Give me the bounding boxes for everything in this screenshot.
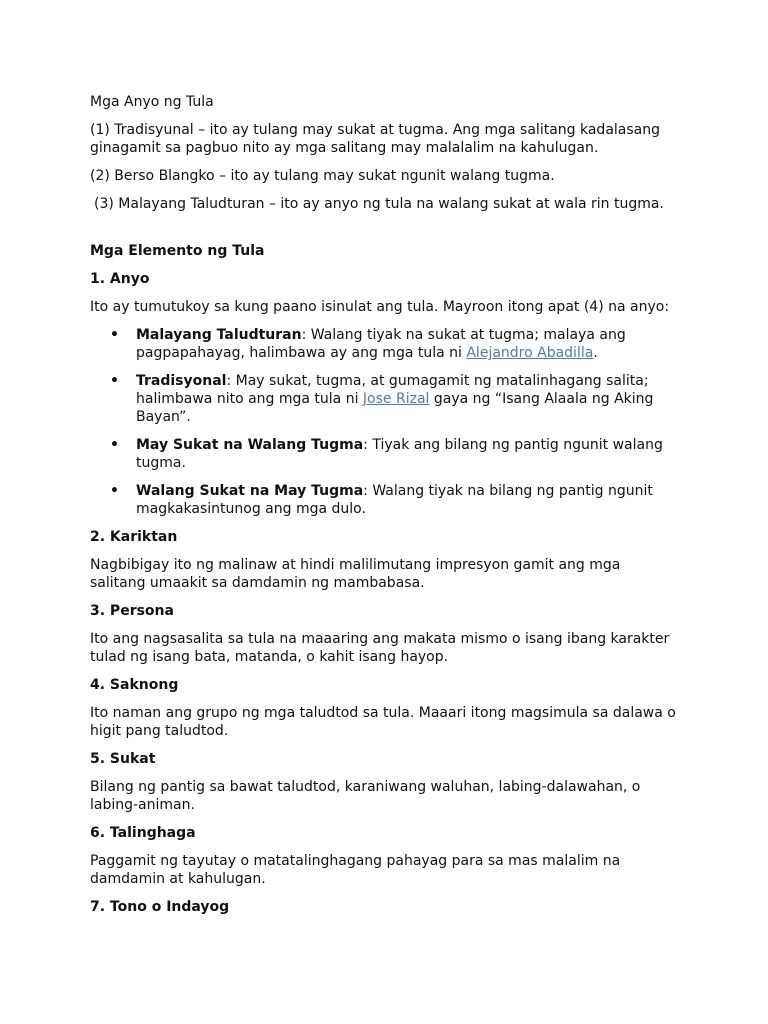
bullet-icon: • — [110, 327, 119, 343]
list-item-term: Walang Sukat na May Tugma — [136, 483, 364, 499]
bullet-icon: • — [110, 437, 119, 453]
intro-line-berso-blangko: (2) Berso Blangko – ito ay tulang may sukat ngunit walang tugma. — [90, 168, 555, 184]
bullet-icon: • — [110, 483, 119, 499]
section-title: Mga Elemento ng Tula — [90, 243, 265, 259]
element-text-sukat: Bilang ng pantig sa bawat taludtod, karaniwang waluhan, labing-dalawahan, o labing-animan. — [90, 779, 641, 813]
element-heading-kariktan: 2. Kariktan — [90, 529, 178, 545]
list-item-term: Tradisyonal — [136, 373, 227, 389]
element-text-persona: Ito ang nagsasalita sa tula na maaaring ang makata mismo o isang ibang karakter tulad ng isang bata, matanda, o kahit isang hayop. — [90, 631, 670, 665]
list-item-term: Malayang Taludturan — [136, 327, 302, 343]
list-item — [90, 372, 680, 426]
bullet-icon: • — [110, 373, 119, 389]
intro-line-malayang-taludturan: (3) Malayang Taludturan – ito ay anyo ng tula na walang sukat at wala rin tugma. — [94, 196, 664, 212]
alejandro-abadilla-link[interactable]: Alejandro Abadilla — [466, 345, 594, 361]
element-heading-talinghaga: 6. Talinghaga — [90, 825, 196, 841]
list-item-text-end: gaya ng “Isang Alaala ng Aking Bayan”. — [136, 391, 654, 425]
list-item-text: : Walang tiyak na bilang ng pantig ngunit magkakasintunog ang mga dulo. — [136, 483, 653, 517]
element-heading-persona: 3. Persona — [90, 603, 174, 619]
jose-rizal-link[interactable]: Jose Rizal — [362, 391, 430, 407]
element-text-talinghaga: Paggamit ng tayutay o matatalinghagang pahayag para sa mas malalim na damdamin at kahulugan. — [90, 853, 621, 887]
document-body — [90, 93, 680, 926]
intro-title: Mga Anyo ng Tula — [90, 94, 214, 110]
element-heading-sukat: 5. Sukat — [90, 751, 156, 767]
element-text-anyo: Ito ay tumutukoy sa kung paano isinulat ang tula. Mayroon itong apat (4) na anyo: — [90, 299, 670, 315]
intro-line-tradisyunal: (1) Tradisyunal – ito ay tulang may sukat at tugma. Ang mga salitang kadalasang ginagamit sa pagbuo nito ay mga salitang may malalalim na kahulugan. — [90, 122, 660, 156]
list-item-term: May Sukat na Walang Tugma — [136, 437, 364, 453]
list-item — [90, 326, 680, 362]
element-heading-tono-o-indayog: 7. Tono o Indayog — [90, 899, 230, 915]
element-text-saknong: Ito naman ang grupo ng mga taludtod sa tula. Maaari itong magsimula sa dalawa o higit pang taludtod. — [90, 705, 676, 739]
list-item — [90, 436, 680, 472]
list-item-text-end: . — [593, 345, 598, 361]
anyo-list — [90, 326, 680, 518]
element-heading-anyo: 1. Anyo — [90, 271, 150, 287]
element-text-kariktan: Nagbibigay ito ng malinaw at hindi malilimutang impresyon gamit ang mga salitang umaakit sa damdamin ng mambabasa. — [90, 557, 621, 591]
list-item-text: : May sukat, tugma, at gumagamit ng matalinhagang salita; halimbawa nito ang mga tula ni — [136, 373, 649, 407]
list-item-text: : Tiyak ang bilang ng pantig ngunit walang tugma. — [136, 437, 663, 471]
list-item-text: : Walang tiyak na sukat at tugma; malaya ang pagpapahayag, halimbawa ay ang mga tula ni — [136, 327, 626, 361]
element-heading-saknong: 4. Saknong — [90, 677, 179, 693]
list-item — [90, 482, 680, 518]
